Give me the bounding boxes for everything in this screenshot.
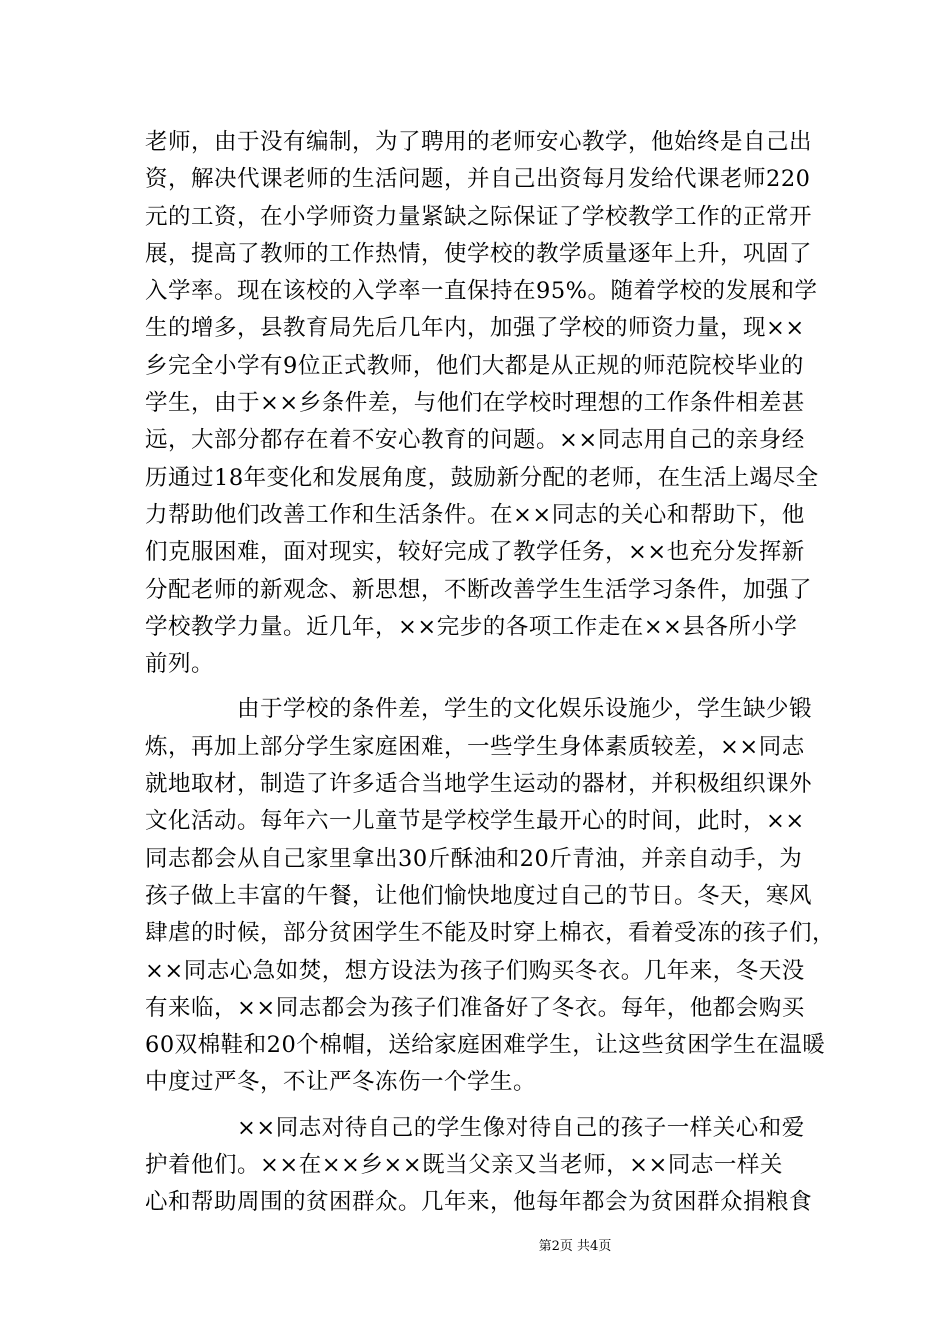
text-line: 历通过18年变化和发展角度，鼓励新分配的老师，在生活上竭尽全 xyxy=(145,464,819,491)
text-line: 60双棉鞋和20个棉帽，送给家庭困难学生，让这些贫困学生在温暖 xyxy=(145,1032,826,1059)
text-line: 孩子做上丰富的午餐，让他们愉快地度过自己的节日。冬天，寒风 xyxy=(145,882,813,909)
text-line: 护着他们。××在××乡××既当父亲又当老师，××同志一样关 xyxy=(145,1152,783,1179)
text-line: 前列。 xyxy=(145,651,215,678)
text-line: 远，大部分都存在着不安心教育的问题。××同志用自己的亲身经 xyxy=(145,427,805,454)
text-line: 由于学校的条件差，学生的文化娱乐设施少，学生缺少锻 xyxy=(237,696,813,723)
paragraph-1 xyxy=(145,124,819,683)
text-line: 入学率。现在该校的入学率一直保持在95%。随着学校的发展和学 xyxy=(145,278,818,305)
text-line: 力帮助他们改善工作和生活条件。在××同志的关心和帮助下，他 xyxy=(145,501,805,528)
text-line: ××同志对待自己的学生像对待自己的孩子一样关心和爱 xyxy=(237,1114,805,1141)
text-line: 心和帮助周围的贫困群众。几年来，他每年都会为贫困群众捐粮食 xyxy=(145,1189,813,1216)
text-line: 分配老师的新观念、新思想，不断改善学生生活学习条件，加强了 xyxy=(145,576,813,603)
text-line: 文化活动。每年六一儿童节是学校学生最开心的时间，此时，×× xyxy=(145,808,805,835)
text-line: 有来临，××同志都会为孩子们准备好了冬衣。每年，他都会购买 xyxy=(145,994,805,1021)
page-footer xyxy=(0,1235,950,1254)
text-line: 就地取材，制造了许多适合当地学生运动的器材，并积极组织课外 xyxy=(145,771,813,798)
text-line: 们克服困难，面对现实，较好完成了教学任务，××也充分发挥新 xyxy=(145,539,805,566)
text-line: 老师，由于没有编制，为了聘用的老师安心教学，他始终是自己出 xyxy=(145,129,813,155)
text-line: 展，提高了教师的工作热情，使学校的教学质量逐年上升，巩固了 xyxy=(145,240,813,267)
text-line: 中度过严冬，不让严冬冻伤一个学生。 xyxy=(145,1069,537,1096)
paragraph-3 xyxy=(145,1110,813,1222)
page-number: 第2页 共4页 xyxy=(538,1239,612,1254)
paragraph-2 xyxy=(145,691,836,1101)
text-line: 肆虐的时候，部分贫困学生不能及时穿上棉衣，看着受冻的孩子们， xyxy=(145,920,836,947)
document-body xyxy=(145,124,836,1222)
text-line: 乡完全小学有9位正式教师，他们大都是从正规的师范院校毕业的 xyxy=(145,352,804,379)
text-line: ××同志心急如焚，想方设法为孩子们购买冬衣。几年来，冬天没 xyxy=(145,957,805,984)
text-line: 元的工资，在小学师资力量紧缺之际保证了学校教学工作的正常开 xyxy=(145,203,813,230)
text-line: 学校教学力量。近几年，××完步的各项工作走在××县各所小学 xyxy=(145,613,798,640)
text-line: 生的增多，县教育局先后几年内，加强了学校的师资力量，现×× xyxy=(145,315,805,342)
text-line: 资，解决代课老师的生活问题，并自己出资每月发给代课老师220 xyxy=(145,166,811,193)
text-line: 炼，再加上部分学生家庭困难，一些学生身体素质较差，××同志 xyxy=(145,733,805,760)
text-line: 同志都会从自己家里拿出30斤酥油和20斤青油，并亲自动手，为 xyxy=(145,845,803,872)
text-line: 学生，由于××乡条件差，与他们在学校时理想的工作条件相差甚 xyxy=(145,390,805,417)
